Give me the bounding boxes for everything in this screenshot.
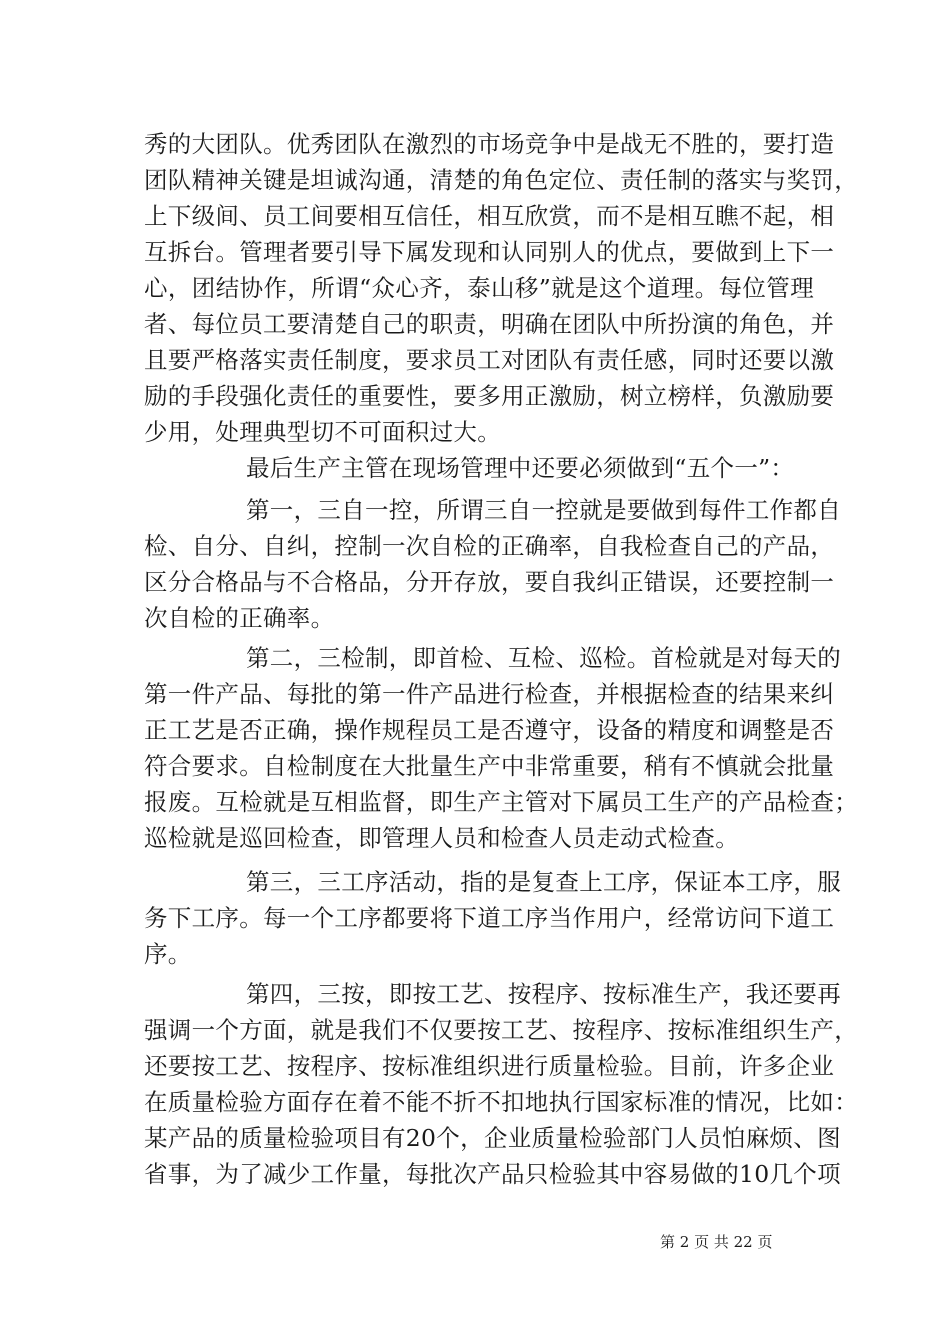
text-line: 团队精神关键是坦诚沟通，清楚的角色定位、责任制的落实与奖罚，: [144, 166, 858, 194]
text-line: 省事，为了减少工作量，每批次产品只检验其中容易做的10几个项: [144, 1160, 841, 1188]
text-line: 心，团结协作，所谓“众心齐，泰山移”就是这个道理。每位管理: [144, 274, 814, 302]
text-line: 励的手段强化责任的重要性，要多用正激励，树立榜样，负激励要: [144, 382, 835, 410]
text-line: 在质量检验方面存在着不能不折不扣地执行国家标准的情况，比如：: [144, 1088, 858, 1116]
text-line: 正工艺是否正确，操作规程员工是否遵守，设备的精度和调整是否: [144, 716, 835, 744]
text-line: 且要严格落实责任制度，要求员工对团队有责任感，同时还要以激: [144, 346, 835, 374]
text-line: 少用，处理典型切不可面积过大。: [144, 418, 501, 446]
text-line: 最后生产主管在现场管理中还要必须做到“五个一”：: [246, 454, 795, 482]
text-line: 某产品的质量检验项目有20个，企业质量检验部门人员怕麻烦、图: [144, 1124, 841, 1152]
text-line: 者、每位员工要清楚自己的职责，明确在团队中所扮演的角色，并: [144, 310, 835, 338]
text-line: 秀的大团队。优秀团队在激烈的市场竞争中是战无不胜的，要打造: [144, 130, 835, 158]
text-line: 互拆台。管理者要引导下属发现和认同别人的优点，要做到上下一: [144, 238, 835, 266]
text-line: 第三，三工序活动，指的是复查上工序，保证本工序，服: [246, 868, 841, 896]
text-line: 第一件产品、每批的第一件产品进行检查，并根据检查的结果来纠: [144, 680, 835, 708]
text-line: 序。: [144, 940, 192, 968]
text-line: 检、自分、自纠，控制一次自检的正确率，自我检查自己的产品，: [144, 532, 835, 560]
text-line: 次自检的正确率。: [144, 604, 335, 632]
text-line: 第一，三自一控，所谓三自一控就是要做到每件工作都自: [246, 496, 841, 524]
text-line: 巡检就是巡回检查，即管理人员和检查人员走动式检查。: [144, 824, 739, 852]
text-line: 第二，三检制，即首检、互检、巡检。首检就是对每天的: [246, 644, 841, 672]
text-line: 还要按工艺、按程序、按标准组织进行质量检验。目前，许多企业: [144, 1052, 835, 1080]
text-line: 第四，三按，即按工艺、按程序、按标准生产，我还要再: [246, 980, 841, 1008]
text-line: 报废。互检就是互相监督，即生产主管对下属员工生产的产品检查；: [144, 788, 858, 816]
page-number: 第 2 页 共 22 页: [660, 1233, 773, 1251]
text-line: 符合要求。自检制度在大批量生产中非常重要，稍有不慎就会批量: [144, 752, 835, 780]
text-line: 强调一个方面，就是我们不仅要按工艺、按程序、按标准组织生产，: [144, 1016, 858, 1044]
text-line: 务下工序。每一个工序都要将下道工序当作用户，经常访问下道工: [144, 904, 835, 932]
text-line: 区分合格品与不合格品，分开存放，要自我纠正错误，还要控制一: [144, 568, 835, 596]
text-line: 上下级间、员工间要相互信任，相互欣赏，而不是相互瞧不起，相: [144, 202, 835, 230]
